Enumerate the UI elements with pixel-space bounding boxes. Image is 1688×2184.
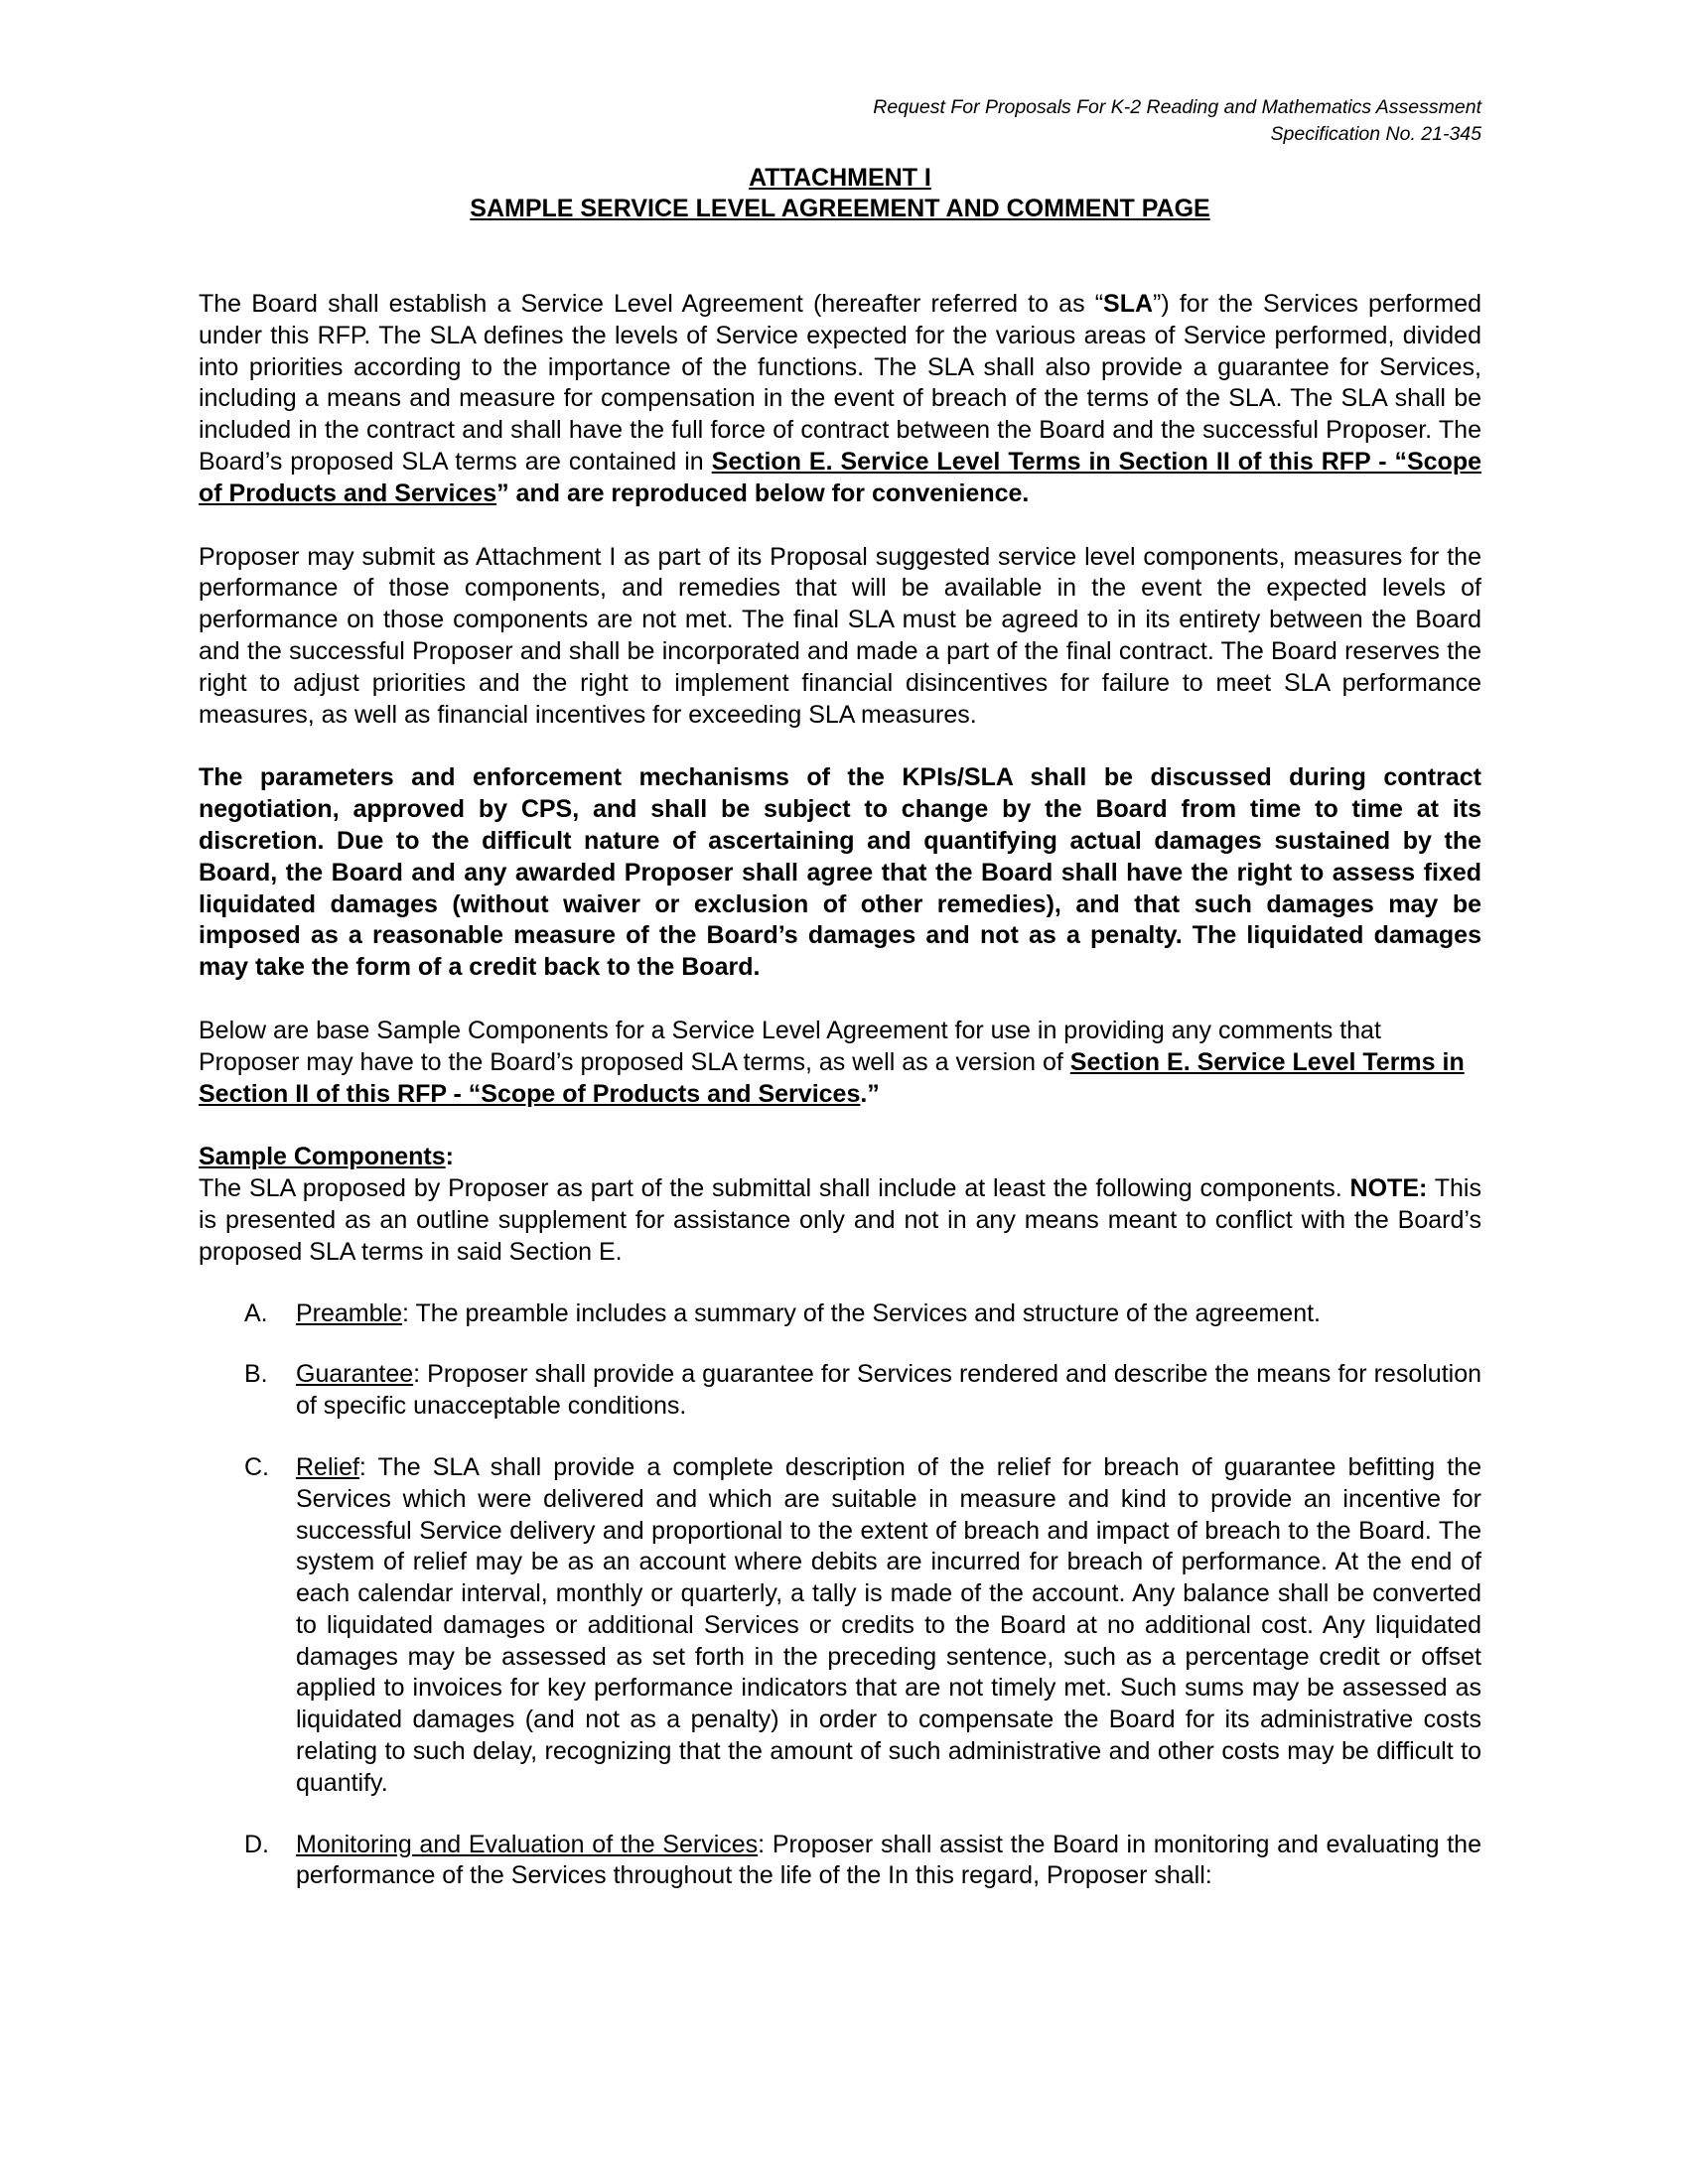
text-run: ”) for the Services performed under this RFP. The SLA defines the levels of Service expected for the various areas of Service performed, divided into priorities according to the importance of the functions. The SLA shall also provide a guarantee for Services, including a means and measure for compensation in the event of breach of the terms of the SLA. The SLA shall be included in the contract and shall have the full force of contract between the Board and the successful Proposer. The Board’s proposed SLA terms are contained in xyxy=(199,290,1481,476)
paragraph-liquidated-damages: The parameters and enforcement mechanisms of the KPIs/SLA shall be discussed during contract negotiation, approved by CPS, and shall be subject to change by the Board from time to time at its discretion. Due to the difficult nature of ascertaining and quantifying actual damages sustained by the Board, the Board and any awarded Proposer shall agree that the Board shall have the right to assess fixed liquidated damages (without waiver or exclusion of other remedies), and that such damages may be imposed as a reasonable measure of the Board’s damages and not as a penalty. The liquidated damages may take the form of a credit back to the Board. xyxy=(199,763,1481,982)
item-text: : Proposer shall assist the Board in monitoring and evaluating the performance of the Services throughout the life of the In this regard, Proposer shall: xyxy=(296,1830,1481,1890)
sample-components-heading xyxy=(199,1142,1481,1173)
item-body xyxy=(296,1298,1481,1330)
section-reference: Section E. Service Level Terms in Section II of this RFP - “Scope of Products and Services xyxy=(199,1047,1465,1108)
text-run: .” xyxy=(860,1079,880,1108)
title-subject: SAMPLE SERVICE LEVEL AGREEMENT AND COMMENT PAGE xyxy=(470,195,1210,222)
title-attachment: ATTACHMENT I xyxy=(749,164,931,192)
header-rfp-title: Request For Proposals For K-2 Reading and Mathematics Assessment xyxy=(873,96,1481,118)
document-page xyxy=(199,94,1481,1922)
text-run: ” and are reproduced below for convenience. xyxy=(496,478,1030,507)
paragraph-sla-intro xyxy=(199,289,1481,510)
item-text: : The preamble includes a summary of the Services and structure of the agreement. xyxy=(402,1298,1321,1327)
sla-term: SLA xyxy=(1103,290,1154,318)
item-label: Preamble xyxy=(296,1298,402,1327)
heading-text: Sample Components xyxy=(199,1143,446,1171)
document-title xyxy=(199,163,1481,224)
paragraph-proposer-submission: Proposer may submit as Attachment I as part of its Proposal suggested service level components, measures for the performance of those components, and remedies that will be available in the event the expected levels of performance on those components are not met. The final SLA must be agreed to in its entirety between the Board and the successful Proposer and shall be incorporated and made a part of the final contract. The Board reserves the right to adjust priorities and the right to implement financial disincentives for failure to meet SLA performance measures, as well as financial incentives for exceeding SLA measures. xyxy=(199,542,1481,729)
item-label: Monitoring and Evaluation of the Services xyxy=(296,1830,759,1858)
list-item xyxy=(244,1298,1481,1330)
item-letter: C. xyxy=(244,1452,269,1481)
item-text: : The SLA shall provide a complete description of the relief for breach of guarantee befitting the Services which were delivered and which are suitable in measure and kind to provide an incentive for successful Service delivery and proportional to the extent of breach and impact of breach to the Board. The system of relief may be as an account where debits are incurred for breach of performance. At the end of each calendar interval, monthly or quarterly, a tally is made of the account. Any balance shall be converted to liquidated damages or additional Services or credits to the Board at no additional cost. Any liquidated damages may be assessed as set forth in the preceding sentence, such as a percentage credit or offset applied to invoices for key performance indicators that are not timely met. Such sums may be assessed as liquidated damages (and not as a penalty) in order to compensate the Board for its administrative costs relating to such delay, recognizing that the amount of such administrative and other costs may be difficult to quantify. xyxy=(296,1452,1481,1797)
list-item xyxy=(244,1359,1481,1423)
header-spec-number: Specification No. 21-345 xyxy=(1270,123,1481,145)
paragraph-sample-intro xyxy=(199,1016,1481,1110)
item-body xyxy=(296,1830,1481,1893)
item-letter: B. xyxy=(244,1360,268,1389)
text-run: Below are base Sample Components for a Service Level Agreement for use in providing any comments that Proposer may have to the Board’s proposed SLA terms, as well as a version of xyxy=(199,1016,1381,1076)
item-text: : Proposer shall provide a guarantee for Services rendered and describe the means for resolution of specific unacceptable conditions. xyxy=(296,1360,1481,1421)
item-letter: D. xyxy=(244,1830,269,1858)
item-label: Guarantee xyxy=(296,1360,414,1389)
section-reference: Section E. Service Level Terms in Section II of this RFP - “Scope of Products and Services xyxy=(199,447,1482,507)
note-label: NOTE: xyxy=(1349,1174,1428,1203)
text-run: The SLA proposed by Proposer as part of the submittal shall include at least the following components. xyxy=(199,1174,1342,1203)
list-item xyxy=(244,1452,1481,1800)
item-body xyxy=(296,1359,1481,1423)
running-header xyxy=(199,94,1481,148)
item-body xyxy=(296,1452,1481,1800)
item-label: Relief xyxy=(296,1452,359,1481)
paragraph-sample-components xyxy=(199,1173,1481,1268)
text-run: The Board shall establish a Service Level Agreement (hereafter referred to as “ xyxy=(199,290,1104,318)
components-list xyxy=(244,1298,1481,1893)
text-run: This is presented as an outline supplement for assistance only and not in any means meant to conflict with the Board’s proposed SLA terms in said Section E. xyxy=(199,1174,1481,1266)
heading-colon: : xyxy=(445,1143,454,1171)
list-item xyxy=(244,1830,1481,1893)
item-letter: A. xyxy=(244,1298,268,1327)
